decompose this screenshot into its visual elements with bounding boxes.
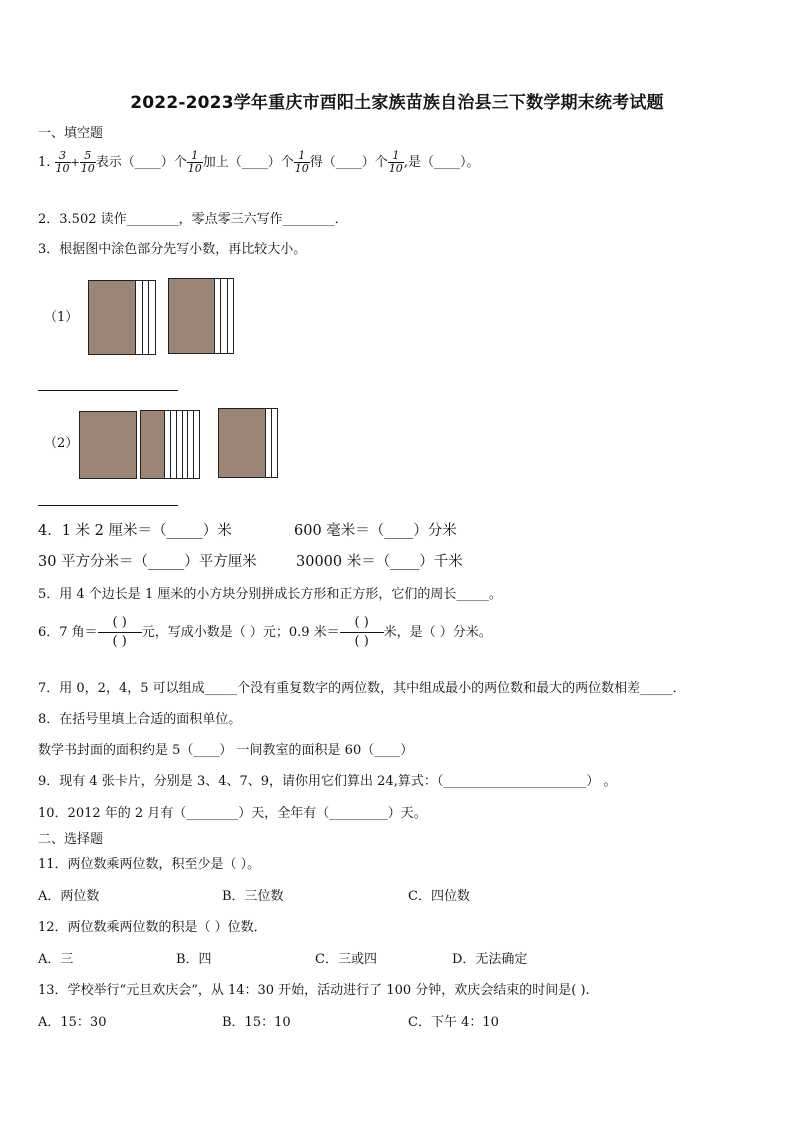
section-heading-choice: 二、选择题: [38, 832, 104, 847]
q12-option-b[interactable]: B．四: [176, 952, 212, 967]
question-4a: 4．1 米 2 厘米＝（_____）米: [38, 523, 232, 539]
fraction: $\frac{5}{10}$: [80, 149, 95, 175]
fraction: $\frac{1}{10}$: [388, 149, 403, 175]
fraction: $\frac{1}{10}$: [187, 149, 202, 175]
question-4c: 30 平方分米＝（_____）平方厘米: [38, 554, 257, 570]
question-4b: 600 毫米＝（____）分米: [294, 523, 457, 539]
fraction: $\frac{3}{10}$: [55, 149, 70, 175]
q13-option-a[interactable]: A．15：30: [38, 1015, 107, 1030]
question-9: 9．现有 4 张卡片，分别是 3、4、7、9，请你用它们算出 24,算式：（______________________） 。: [38, 774, 617, 789]
grid-figure-2b: [140, 410, 200, 479]
fraction-blank[interactable]: $\frac{( )}{( )}$: [340, 614, 384, 651]
blank-strip: [193, 411, 200, 478]
blank-strip: [271, 409, 278, 477]
text: 6．7 角＝: [38, 625, 98, 640]
blank-strip: [148, 281, 156, 354]
text: 米，是（ ）分米。: [383, 625, 492, 640]
answer-line-2[interactable]: [38, 505, 178, 506]
blank-strip: [227, 279, 234, 353]
answer-line-1[interactable]: [38, 390, 178, 391]
q3-part1-label: （1）: [44, 310, 79, 325]
fraction: $\frac{1}{10}$: [294, 149, 309, 175]
section-heading-fill-blank: 一、填空题: [38, 126, 104, 141]
question-number: 1.: [38, 155, 51, 170]
text: ,是（____）。: [403, 155, 480, 170]
q11-option-b[interactable]: B．三位数: [222, 889, 284, 904]
question-8-items: 数学书封面的面积约是 5（____） 一间教室的面积是 60（____）: [38, 743, 414, 758]
text: 元，写成小数是（ ）元；0.9 米＝: [141, 625, 340, 640]
question-12: 12．两位数乘两位数的积是（ ）位数．: [38, 920, 267, 935]
q3-part2-label: （2）: [44, 436, 79, 451]
q12-option-c[interactable]: C．三或四: [315, 952, 377, 967]
text: 表示（____）个: [95, 155, 187, 170]
question-11: 11．两位数乘两位数，积至少是（ ）。: [38, 857, 261, 872]
question-5: 5．用 4 个边长是 1 厘米的小方块分别拼成长方形和正方形，它们的周长_____。: [38, 587, 502, 602]
question-10: 10．2012 年的 2 月有（________）天，全年有（_________）天。: [38, 806, 427, 821]
grid-figure-2c: [218, 408, 278, 478]
fraction-blank[interactable]: $\frac{( )}{( )}$: [98, 614, 142, 651]
q11-option-a[interactable]: A．两位数: [38, 889, 100, 904]
question-3: 3．根据图中涂色部分先写小数，再比较大小。: [38, 242, 307, 257]
q12-option-d[interactable]: D．无法确定: [452, 952, 528, 967]
question-7: 7．用 0，2，4，5 可以组成_____个没有重复数字的两位数，其中组成最小的两位数和最大的两位数相差_____．: [38, 681, 686, 696]
q13-option-b[interactable]: B．15：10: [222, 1015, 291, 1030]
q11-option-c[interactable]: C．四位数: [408, 889, 470, 904]
grid-figure-1a: [88, 280, 156, 355]
question-13: 13．学校举行“元旦欢庆会”，从 14：30 开始，活动进行了 100 分钟，欢庆会结束的时间是( ).: [38, 983, 590, 998]
text: 得（____）个: [309, 155, 388, 170]
q13-option-c[interactable]: C．下午 4：10: [408, 1015, 499, 1030]
question-4d: 30000 米＝（____）千米: [296, 554, 463, 570]
question-2: 2．3.502 读作________，零点零三六写作________．: [38, 212, 348, 227]
question-1: 1. $\frac{3}{10}$ + $\frac{5}{10}$ 表示（____）个 $\frac{1}{10}$ 加上（____）个 $\frac{1}{10}$ 得（____）个 $\frac{1}{10}$ ,是（____）。: [38, 149, 480, 175]
text: 加上（____）个: [202, 155, 294, 170]
shaded-strip: [130, 412, 137, 478]
grid-figure-2a: [79, 411, 137, 479]
page-title: 2022-2023学年重庆市酉阳土家族苗族自治县三下数学期末统考试题: [130, 93, 664, 113]
grid-figure-1b: [168, 278, 234, 354]
question-6: [38, 614, 492, 651]
q12-option-a[interactable]: A．三: [38, 952, 74, 967]
question-8: 8．在括号里填上合适的面积单位。: [38, 712, 242, 727]
